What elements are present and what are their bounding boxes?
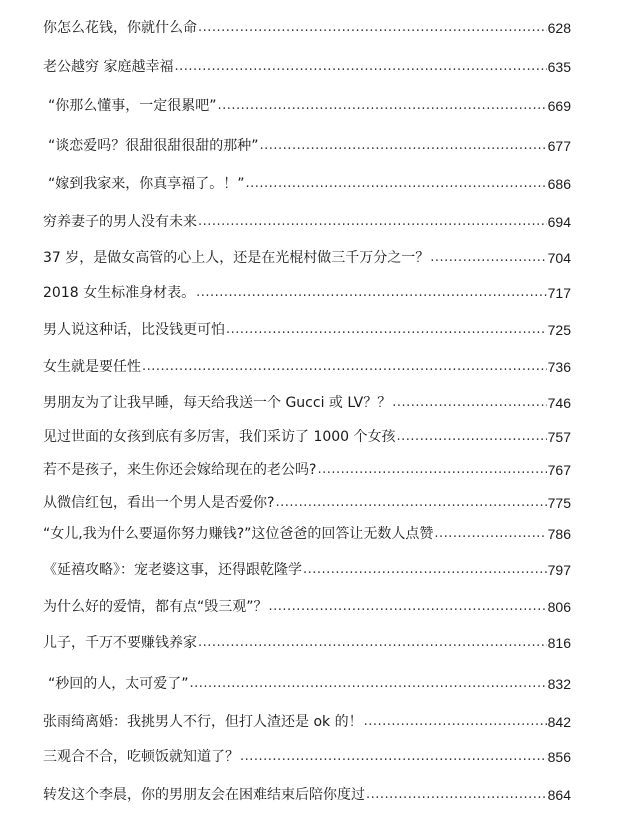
toc-entry-title: 女生就是要任性 (43, 359, 141, 375)
toc-entry[interactable] (43, 393, 571, 413)
toc-entry-page-number: 628 (547, 20, 571, 36)
toc-entry-title: 三观合不合，吃顿饭就知道了？ (43, 749, 239, 765)
toc-entry-page-number: 704 (547, 250, 571, 266)
dot-leader (142, 357, 547, 377)
toc-entry-title: 老公越穷 家庭越幸福 (43, 59, 174, 75)
toc-entry[interactable] (43, 320, 571, 340)
toc-entry-title: “秒回的人，太可爱了” (48, 676, 189, 692)
toc-entry-title: “嫁到我家来，你真享福了。！” (48, 176, 245, 192)
toc-entry[interactable] (43, 212, 571, 232)
toc-entry-title: 从微信红包，看出一个男人是否爱你? (43, 495, 275, 511)
toc-entry[interactable] (48, 96, 571, 116)
toc-entry-page-number: 832 (547, 676, 571, 692)
toc-entry[interactable] (43, 712, 571, 732)
toc-entry[interactable] (43, 597, 571, 617)
dot-leader (392, 393, 546, 413)
toc-entry-page-number: 797 (547, 562, 571, 578)
toc-entry-page-number: 864 (547, 787, 571, 803)
toc-entry-page-number: 767 (547, 462, 571, 478)
dot-leader (196, 283, 547, 303)
toc-entry-page-number: 816 (547, 635, 571, 651)
toc-entry-title: 你怎么花钱，你就什么命 (43, 20, 197, 36)
toc-entry-page-number: 736 (547, 359, 571, 375)
toc-entry[interactable] (48, 136, 571, 156)
toc-entry-title: “女儿,我为什么要逼你努力赚钱?”这位爸爸的回答让无数人点赞 (43, 526, 434, 542)
dot-leader (397, 427, 547, 447)
toc-entry-page-number: 842 (547, 714, 571, 730)
toc-entry-title: “谈恋爱吗？很甜很甜很甜的那种” (48, 138, 259, 154)
toc-entry-title: 张雨绮离婚：我挑男人不行，但打人渣还是 ok 的！ (43, 714, 363, 730)
toc-entry-page-number: 746 (547, 395, 571, 411)
dot-leader (174, 57, 546, 77)
toc-entry[interactable] (43, 357, 571, 377)
toc-entry-title: 《延禧攻略》：宠老婆这事，还得跟乾隆学 (43, 562, 302, 578)
toc-entry-page-number: 775 (547, 495, 571, 511)
toc-entry-title: 穷养妻子的男人没有未来 (43, 214, 197, 230)
dot-leader (303, 560, 547, 580)
toc-entry[interactable] (43, 633, 571, 653)
dot-leader (226, 320, 547, 340)
toc-entry-page-number: 786 (547, 526, 571, 542)
toc-entry-page-number: 686 (547, 176, 571, 192)
toc-entry[interactable] (43, 57, 571, 77)
toc-entry-title: 为什么好的爱情，都有点“毁三观”？ (43, 599, 268, 615)
dot-leader (198, 633, 547, 653)
toc-entry[interactable] (43, 427, 571, 447)
dot-leader (434, 524, 546, 544)
toc-entry-page-number: 725 (547, 322, 571, 338)
toc-entry-page-number: 806 (547, 599, 571, 615)
toc-entry-title: “你那么懂事，一定很累吧” (48, 98, 217, 114)
toc-entry-page-number: 635 (547, 59, 571, 75)
toc-entry[interactable] (48, 674, 571, 694)
toc-entry[interactable] (43, 283, 571, 303)
toc-entry-page-number: 757 (547, 429, 571, 445)
dot-leader (218, 96, 547, 116)
toc-entry-page-number: 717 (547, 285, 571, 301)
dot-leader (366, 785, 547, 805)
toc-entry[interactable] (43, 460, 571, 480)
toc-entry-title: 若不是孩子，来生你还会嫁给现在的老公吗? (43, 462, 317, 478)
dot-leader (275, 493, 546, 513)
dot-leader (246, 174, 547, 194)
toc-entry-page-number: 856 (547, 749, 571, 765)
dot-leader (269, 597, 547, 617)
toc-entry-title: 儿子，千万不要赚钱养家 (43, 635, 197, 651)
dot-leader (364, 712, 547, 732)
toc-entry-page-number: 669 (547, 98, 571, 114)
toc-entry-page-number: 677 (547, 138, 571, 154)
toc-entry[interactable] (43, 248, 571, 268)
toc-entry[interactable] (48, 174, 571, 194)
toc-entry[interactable] (43, 785, 571, 805)
toc-entry[interactable] (43, 747, 571, 767)
toc-entry-title: 见过世面的女孩到底有多厉害，我们采访了 1000 个女孩 (43, 429, 396, 445)
toc-entry-page-number: 694 (547, 214, 571, 230)
toc-entry[interactable] (43, 524, 571, 544)
dot-leader (317, 460, 546, 480)
dot-leader (430, 248, 546, 268)
toc-entry-title: 2018 女生标准身材表。 (43, 285, 196, 301)
toc-entry[interactable] (43, 18, 571, 38)
toc-entry[interactable] (43, 493, 571, 513)
dot-leader (240, 747, 547, 767)
dot-leader (190, 674, 547, 694)
toc-entry-title: 男人说这种话，比没钱更可怕 (43, 322, 225, 338)
toc-entry-title: 转发这个李晨，你的男朋友会在困难结束后陪你度过 (43, 787, 365, 803)
dot-leader (198, 18, 547, 38)
toc-entry-title: 男朋友为了让我早睡，每天给我送一个 Gucci 或 LV？？ (43, 395, 392, 411)
toc-entry[interactable] (43, 560, 571, 580)
toc-entry-title: 37 岁，是做女高管的心上人，还是在光棍村做三千万分之一？ (43, 250, 430, 266)
dot-leader (260, 136, 547, 156)
dot-leader (198, 212, 547, 232)
